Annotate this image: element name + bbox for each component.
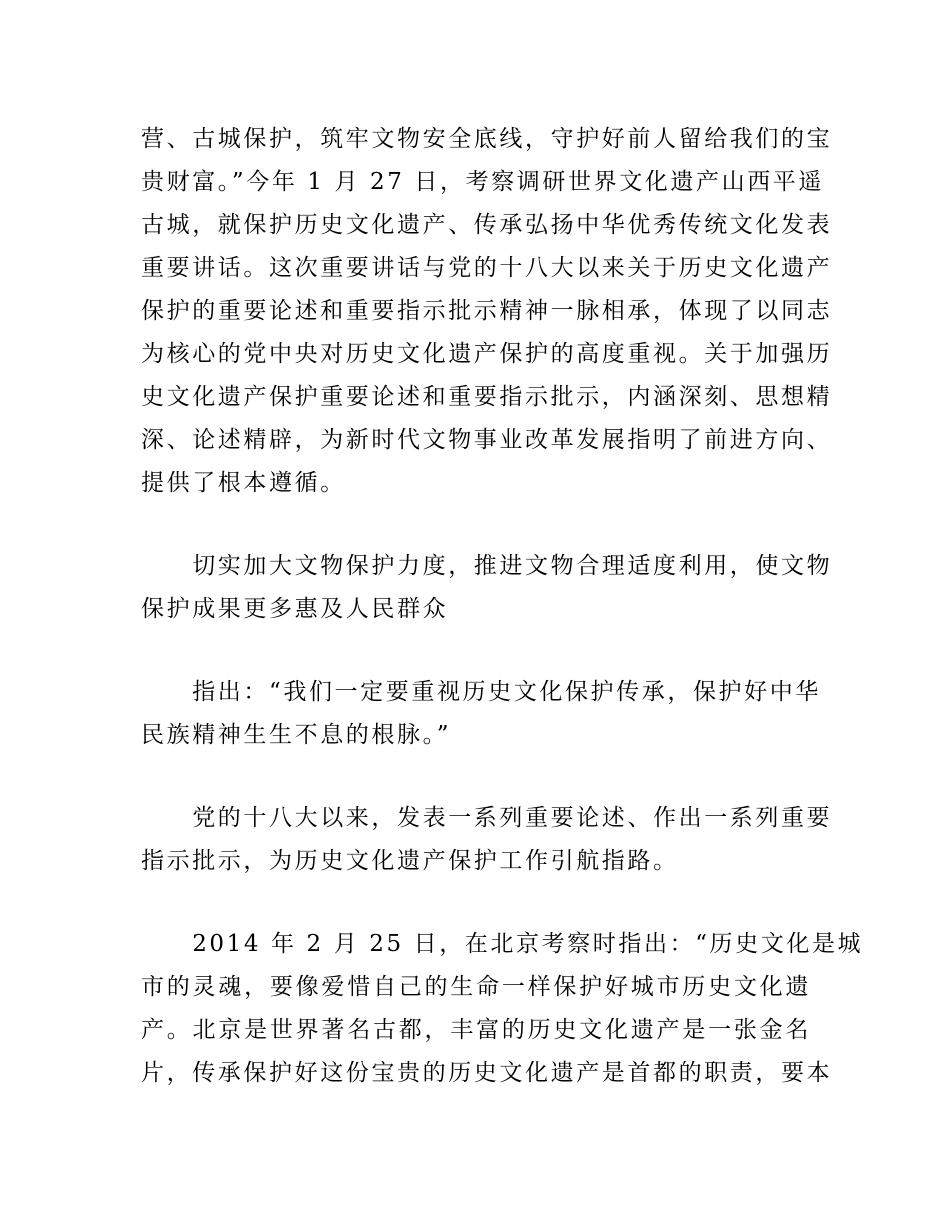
section-heading-paragraph xyxy=(141,545,833,631)
text-line: 贵财富。”今年 1 月 27 日，考察调研世界文化遗产山西平遥 xyxy=(141,169,825,195)
text-line: 保护的重要论述和重要指示批示精神一脉相承，体现了以同志 xyxy=(141,298,833,324)
paragraph-spacer xyxy=(141,757,811,797)
text-line: 市的灵魂，要像爱惜自己的生命一样保护好城市历史文化遗 xyxy=(141,974,811,1000)
text-line: 史文化遗产保护重要论述和重要指示批示，内涵深刻、思想精 xyxy=(141,384,833,410)
paragraph-heritage-speech xyxy=(141,118,833,505)
text-line: 民族精神生生不息的根脉。” xyxy=(141,722,452,748)
paragraph-spacer xyxy=(141,631,811,671)
text-line: 提供了根本遵循。 xyxy=(141,470,346,496)
text-line: 2014 年 2 月 25 日，在北京考察时指出：“历史文化是城 xyxy=(141,931,864,957)
text-line: 重要讲话。这次重要讲话与党的十八大以来关于历史文化遗产 xyxy=(141,255,833,281)
paragraph-spacer xyxy=(141,505,811,545)
text-line: 保护成果更多惠及人民群众 xyxy=(141,596,449,622)
text-line: 片，传承保护好这份宝贵的历史文化遗产是首都的职责，要本 xyxy=(141,1060,833,1086)
summary-paragraph xyxy=(141,797,833,883)
text-line: 营、古城保护，筑牢文物安全底线，守护好前人留给我们的宝 xyxy=(141,126,833,152)
beijing-paragraph xyxy=(141,923,864,1095)
text-line: 指出：“我们一定要重视历史文化保护传承，保护好中华 xyxy=(141,679,821,705)
quote-paragraph xyxy=(141,671,821,757)
text-line: 古城，就保护历史文化遗产、传承弘扬中华优秀传统文化发表 xyxy=(141,212,833,238)
text-line: 产。北京是世界著名古都，丰富的历史文化遗产是一张金名 xyxy=(141,1017,811,1043)
text-line: 深、论述精辟，为新时代文物事业改革发展指明了前进方向、 xyxy=(141,427,833,453)
document-body xyxy=(141,118,864,1095)
text-line: 党的十八大以来，发表一系列重要论述、作出一系列重要 xyxy=(141,805,833,831)
text-line: 指示批示，为历史文化遗产保护工作引航指路。 xyxy=(141,848,679,874)
text-line: 切实加大文物保护力度，推进文物合理适度利用，使文物 xyxy=(141,553,833,579)
text-line: 为核心的党中央对历史文化遗产保护的高度重视。关于加强历 xyxy=(141,341,833,367)
paragraph-spacer xyxy=(141,883,811,923)
